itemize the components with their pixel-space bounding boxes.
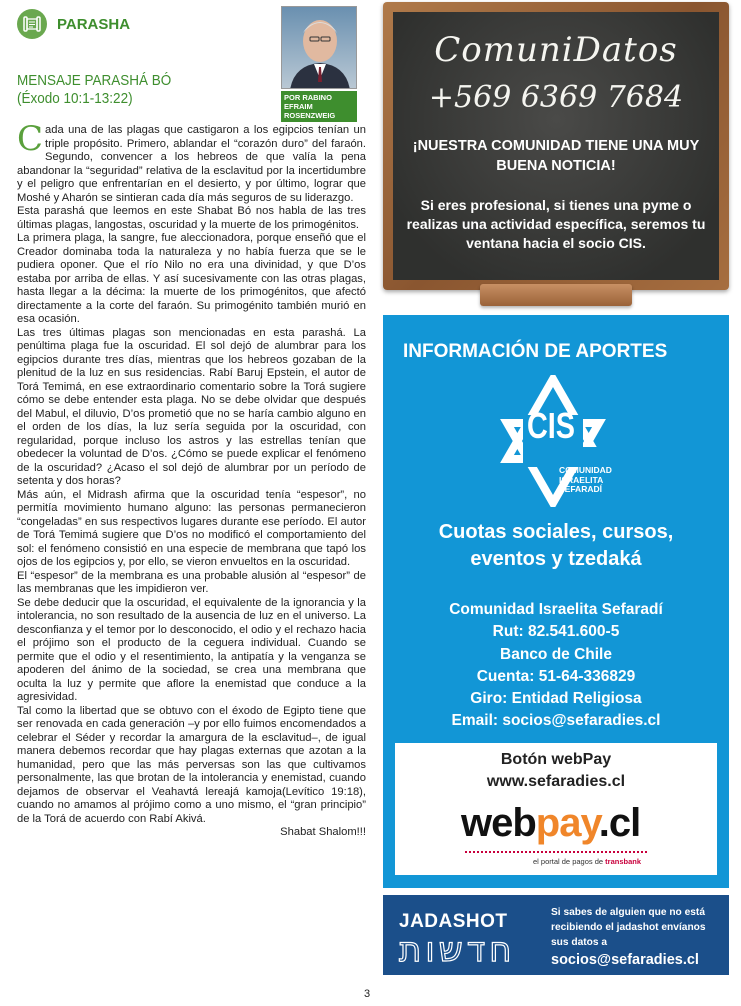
bank-details <box>383 599 729 733</box>
webpay-logo-cl: .cl <box>598 801 641 845</box>
article-title <box>17 72 188 108</box>
author-block <box>281 6 357 122</box>
aportes-panel <box>383 315 729 888</box>
article-title-line1: MENSAJE PARASHÁ BÓ <box>17 72 172 89</box>
webpay-logo-web: web <box>461 801 536 845</box>
article-paragraph: Las tres últimas plagas son mencionadas en esta parashá. La penúltima plaga fue la oscuridad. El sol dejó de alumbrar para los egipcios durante tres días, mientras que los hebreos gozaban de la plenitud de la luz en sus residencias. Rabí Baruj Epstein, el autor de Torá Temimá, en ese extraordinario comentario sobre la Torá sugiere cómo se debe entender esta plaga. No se debe olvidar que después del Mabul, el diluvio, D’os prometió que no se haría cambio alguno en el orden de los días, la luz sería seguida por la oscuridad, con regularidad, porque incluso los astros y las estrellas tenían que obedecer la voluntad de D’os. ¿Cómo se puede explicar el fenómeno de la oscuridad? ¿Acaso el sol dejó de alumbrar por un período de setenta y dos horas? <box>17 326 366 487</box>
chalkboard-phone: +569 6369 7684 <box>428 80 684 115</box>
bank-name: Banco de Chile <box>500 645 612 663</box>
article-title-line2: (Éxodo 10:1-13:22) <box>17 90 133 107</box>
author-caption-line1: POR RABINO <box>284 93 332 102</box>
comunidatos-chalkboard <box>383 2 729 305</box>
chalkboard-brand: ComuniDatos <box>434 30 678 70</box>
article-body <box>17 119 366 840</box>
aportes-services <box>383 519 729 573</box>
section-label: PARASHA <box>57 15 131 33</box>
jadashot-logo <box>399 911 537 970</box>
jadashot-banner <box>383 895 729 975</box>
article-paragraph: Se debe deducir que la oscuridad, el equivalente de la ignorancia y la intolerancia, no son resultado de la ausencia de luz en el universo. La desconfianza y el temor por lo desconocido, el odio y el rechazo hacia el prójimo son el producto de la ceguera individual. Cuando se permite que el odio y el resentimiento, la antipatía y la venganza se apoderen del ánimo de la sociedad, se crea una membrana que oculta la luz y permite que aflore la enemistad que conduce a la agresividad. <box>17 596 366 703</box>
article-paragraph: Más aún, el Midrash afirma que la oscuridad tenía “espesor”, no permitía movimiento humano alguno: las personas permanecieron “congeladas” en sus respectivos lugares durante ese período. El autor de Torá Temimá sugiere que D’os no modificó el comportamiento del sol: el fenómeno consistió en una especie de membrana que tapó los ojos de los egipcios y, por ello, se vieron envueltos en la oscuridad. <box>17 488 366 568</box>
article-paragraph: Esta parashá que leemos en este Shabat Bó nos habla de las tres últimas plagas, langostas, oscuridad y la muerte de los primogénitos. <box>17 205 366 231</box>
page-number: 3 <box>364 988 371 1000</box>
section-header <box>17 6 130 42</box>
article-paragraph-text: ada una de las plagas que castigaron a los egipcios tenían un triple propósito. Primero, ablandar el “corazón duro” del faraón. Segundo, convencer a los hebreos de que valía la pena abandonar la “seguridad” relativa de la esclavitud por la incertidumbre y el peligro que enfrentarían en el desierto, y por último, lograr que Moshé y Aharón se sintieran cada día más seguros de su liderazgo. <box>17 124 366 204</box>
services-line: Cuotas sociales, cursos, <box>438 521 674 543</box>
author-caption-line2: EFRAIM ROSENZWEIG <box>284 102 336 120</box>
webpay-tagline <box>533 857 641 866</box>
chalkboard-headline: ¡NUESTRA COMUNIDAD TIENE UNA MUY BUENA NOTICIA! <box>412 138 700 174</box>
cis-logo-sub-line: COMUNIDAD <box>559 465 612 475</box>
signoff: Shabat Shalom!!! <box>280 826 366 838</box>
cis-logo-text: CIS <box>527 405 576 446</box>
bank-email: Email: socios@sefaradies.cl <box>451 712 661 730</box>
webpay-url-link[interactable]: www.sefaradies.cl <box>486 773 626 790</box>
webpay-logo <box>461 801 640 846</box>
article-paragraph: El “espesor” de la membrana es una probable alusión al “espesor” de las membranas que les impidieron ver. <box>17 569 366 595</box>
jadashot-latin: JADASHOT <box>399 911 508 932</box>
cis-logo-sub-line: ISRAELITA <box>559 474 604 485</box>
jadashot-message <box>551 905 721 970</box>
services-line: eventos y tzedaká <box>470 548 642 570</box>
bank-giro: Giro: Entidad Religiosa <box>470 690 642 708</box>
article-paragraph: Tal como la libertad que se obtuvo con el éxodo de Egipto tiene que ser renovada en cada generación –y por ello fuimos encomendados a celebrar el Séder y recordar la amargura de la esclavitud–, de igual manera debemos recordar que hay plagas externas que azotan a la humanidad, pero que las más perversas son las que cultivamos personalmente, las que brotan de la intolerancia y enemistad, cuando dejamos de observar el Veahavtá lereajá kamoja(Levítico 19:18), cuando no amamos al prójimo como a uno mismo, el “gran principio” de la Torá de acuerdo con Rabí Akivá. <box>17 704 366 825</box>
cis-logo-sub-line: SEFARADÍ <box>559 484 602 494</box>
author-caption <box>281 91 357 122</box>
article-paragraph: La primera plaga, la sangre, fue aleccionadora, porque enseñó que el Creador dominaba toda la naturaleza y no había fuerza que se le pudiera oponer. Que el río Nilo no era una divinidad, y que D’os estaba por arriba de ellas. Y así sucesivamente con las otras plagas, hasta llegar a la décima: la muerte de los primogénitos, que afectó directamente a la corte del faraón. Su primogénito también murió en esa ocasión. <box>17 232 366 325</box>
jadashot-email-link[interactable]: socios@sefaradies.cl <box>551 952 699 968</box>
chalkboard-tray <box>480 284 632 306</box>
cis-logo-subtitle <box>559 466 612 495</box>
jadashot-hebrew: חדשות <box>399 930 516 970</box>
transbank-brand: transbank <box>605 857 642 866</box>
webpay-tagline-text: el portal de pagos de <box>533 857 604 866</box>
chalkboard-body: Si eres profesional, si tienes una pyme o realizas una actividad específica, seremos tu ventana hacia el socio CIS. <box>406 197 706 251</box>
webpay-label: Botón webPay <box>500 751 612 768</box>
aportes-title: INFORMACIÓN DE APORTES <box>403 341 668 362</box>
article-paragraph <box>17 119 366 205</box>
bank-account: Cuenta: 51-64-336829 <box>476 667 636 685</box>
chalkboard-frame <box>383 2 729 290</box>
chalkboard-surface <box>393 12 719 280</box>
bank-institution: Comunidad Israelita Sefaradí <box>449 601 663 618</box>
webpay-dotted-divider <box>465 851 647 853</box>
bank-rut: Rut: 82.541.600-5 <box>492 623 620 641</box>
author-photo <box>281 6 357 89</box>
webpay-logo-pay: pay <box>535 801 599 845</box>
torah-scroll-icon <box>17 9 47 39</box>
webpay-box[interactable] <box>395 743 717 875</box>
drop-cap: C <box>17 119 44 159</box>
jadashot-message-text: Si sabes de alguien que no está recibiendo el jadashot envíanos sus datos a <box>551 907 706 948</box>
